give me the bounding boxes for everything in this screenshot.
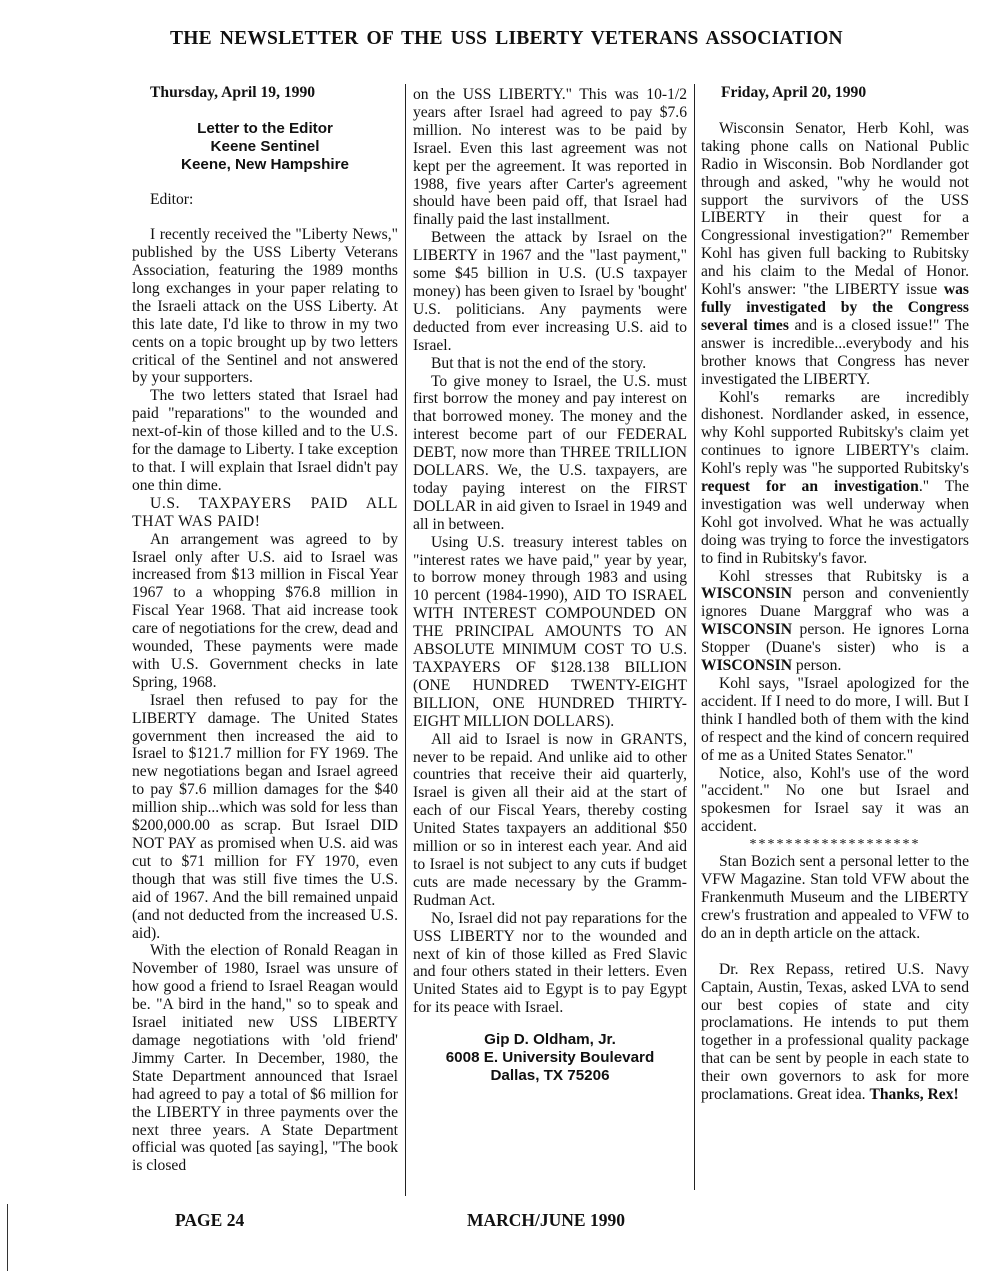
article-date: Friday, April 20, 1990 [721,84,867,101]
spacer [701,943,969,961]
signature-block [413,1031,687,1084]
paragraph: All aid to Israel is now in GRANTS, never to be repaid. And unlike aid to other countries that receive their aid quarterly, Israel is given all their aid at the start of each of our Fiscal Years, thereby costing United States taxpayers an additional $50 million or so in interest each year. And aid to Israel is not subject to any cuts if budget cuts are made necessary by the Gramm-Rudman Act. [413,730,687,909]
signature-address: 6008 E. University Boulevard [445,1048,655,1066]
paragraph: Stan Bozich sent a personal letter to the VFW Magazine. Stan told VFW about the Frankenmuth Museum and the LIBERTY crew's frustration and appealed to VFW to do an in depth article on the attack. [701,853,969,942]
paragraph [701,568,969,675]
text-run: Kohl's remarks are incredibly dishonest. Nordlander asked, in essence, why Kohl supported Rubitsky's claim yet continues to ignore LIBERTY's claim. Kohl's reply was "he supported Rubitsky's [701,388,969,478]
paragraph: on the USS LIBERTY." This was 10-1/2 years after Israel had agreed to pay $7.6 million. No interest was to be paid by Israel. Even this last agreement was not kept per the agreement. It was reported in 1988, five years after Carter's agreement should have been paid off, that Israel had finally paid the last installment. [413,86,687,229]
bold-text: request for an investigation [701,478,919,496]
paragraph: With the election of Ronald Reagan in November of 1980, Israel was unsure of how good a friend to Israel Reagan would be. "A bird in the hand," so to speak and Israel initiated new USS LIBERTY damage negotiations with 'old friend' Jimmy Carter. In December, 1980, the State Department announced that Israel had agreed to pay a total of $6 million for the LIBERTY in three payments over the next three years. A State Department official was quoted [as saying], "The book is closed [132,942,398,1175]
issue-date: MARCH/JUNE 1990 [467,1210,625,1230]
paragraph: Notice, also, Kohl's use of the word "accident." No one but Israel and spokesmen for Israel say it was an accident. [701,764,969,836]
paragraph: Israel then refused to pay for the LIBERTY damage. The United States government then increased the aid to Israel to $121.7 million for FY 1969. The new negotiations began and Israel agreed to pay $7.6 million damages for the $40 million ship...which was sold for less than $200,000.00 as scrap. But Israel DID NOT PAY as promised when U.S. aid was cut to $71 million for FY 1970, even though that was still five times the U.S. aid of 1967. And the bill remained unpaid (and not deducted from the increased U.S. aid). [132,691,398,942]
letter-heading-line: Letter to the Editor [197,119,333,137]
paragraph: To give money to Israel, the U.S. must first borrow the money and pay interest on that borrowed money. The money and the interest become part of our FEDERAL DEBT, now more than THREE TRILLION DOLLARS. We, the U.S. taxpayers, are today paying interest on the FIRST DOLLAR in aid given to Israel in 1949 and all in between. [413,372,687,533]
salutation: Editor: [150,191,194,209]
paragraph [701,961,969,1104]
text-run: Dr. Rex Repass, retired U.S. Navy Captain, Austin, Texas, asked LVA to send our best copies of state and city proclamations. He intends to put them together in a professional quality package that can be sent by people in each state to their own governors to ask for more proclamations. Great idea. [701,960,969,1104]
page-number: PAGE 24 [175,1210,245,1230]
paragraph: I recently received the "Liberty News," published by the USS Liberty Veterans Association, featuring the 1989 months long exchanges in your paper relating to the Israeli attack on the USS Liberty. At this late date, I'd like to throw in my two cents on a topic brought up by two letters critical of the Sentinel and not answered by your supporters. [132,226,398,387]
article-date: Thursday, April 19, 1990 [150,84,316,101]
scan-edge-mark [7,1204,8,1271]
column-divider [405,84,406,1196]
text-run: and is a closed issue!" The answer is incredible...everybody and his brother knows that Congress has never investigated the LIBERTY. [701,316,969,388]
paragraph: But that is not the end of the story. [431,354,647,372]
text-run: ." The investigation was well underway when Kohl got involved. What he was actually doing was trying to force the investigators to find in Rubitsky's favor. [701,478,970,567]
paragraph: Using U.S. treasury interest tables on "interest rates we have paid," year by year, to borrow money through 1983 and using 10 percent (1984-1990), AID TO ISRAEL WITH INTEREST COMPOUNDED ON THE PRINCIPAL AMOUNTS TO AN ABSOLUTE MINIMUM COST TO U.S. TAXPAYERS OF $128.138 BILLION (ONE HUNDRED TWENTY-EIGHT BILLION, ONE HUNDRED THIRTY-EIGHT MILLION DOLLARS). [413,533,687,730]
section-separator: ******************* [749,837,921,853]
paragraph [701,120,969,389]
text-run: person and conveniently ignores Duane Marggraf who was a [701,585,969,621]
paragraph: The two letters stated that Israel had paid "reparations" to the wounded and next-of-kin of those killed and to the U.S. for the damage to Liberty. I take exception to that. I will explain that Israel didn't pay one thin dime. [132,387,398,494]
letter-heading-line: Keene, New Hampshire [181,155,349,173]
bold-text: WISCONSIN [701,585,792,603]
column-1 [132,84,398,1175]
text-run: Kohl stresses that Rubitsky is a [719,567,969,585]
signature-name: Gip D. Oldham, Jr. [484,1031,616,1049]
paragraph: U.S. TAXPAYERS PAID ALL THAT WAS PAID! [132,494,398,530]
bold-text: WISCONSIN [701,621,792,639]
letter-heading-line: Keene Sentinel [210,137,320,155]
paragraph [701,389,969,568]
column-2 [413,86,687,1085]
newsletter-title: THE NEWSLETTER OF THE USS LIBERTY VETERANS ASSOCIATION [170,28,843,49]
text-run: person. He ignores Lorna Stopper (Duane's sister) who is a [701,621,969,657]
column-3 [701,84,969,1104]
bold-text: was fully investigated by the Congress several times [701,281,969,334]
paragraph: An arrangement was agreed to by Israel only after U.S. aid to Israel was increased from $13 million in Fiscal Year 1967 to a whopping $76.8 million in Fiscal Year 1968. That aid increase took care of negotiations for the crew, dead and wounded, These payments were made with U.S. Government checks in late Spring, 1968. [132,530,398,691]
signature-city: Dallas, TX 75206 [490,1066,610,1084]
column-divider [694,84,695,1190]
text-run: Wisconsin Senator, Herb Kohl, was taking phone calls on National Public Radio in Wisconsin. Bob Nordlander got through and asked, "why he would not support the survivors of the USS LIBERTY in their quest for a Congressional investigation?" Remember Kohl has given full backing to Rubitsky and his claim to the Medal of Honor. Kohl's answer: "the LIBERTY issue [701,119,969,299]
text-run: person. [792,657,842,675]
paragraph: Between the attack by Israel on the LIBERTY in 1967 and the "last payment," some $45 billion in U.S. (U.S taxpayer money) has been given to Israel by 'bought' U.S. politicians. Any payments were deducted from ever increasing U.S. aid to Israel. [413,229,687,354]
paragraph: Kohl says, "Israel apologized for the accident. If I need to do more, I will. But I think I handled both of them with the kind of respect and the kind of concern required of me as a United States Senator." [701,675,970,764]
letter-heading [132,120,398,173]
spacer [701,102,969,120]
paragraph: No, Israel did not pay reparations for the USS LIBERTY nor to the wounded and next of kin of those killed as Fred Slavic and four others stated in their letters. Even United States aid to Egypt is to pay Egypt for its peace with Israel. [413,909,687,1017]
bold-text: Thanks, Rex! [869,1086,959,1104]
bold-text: WISCONSIN [701,657,792,675]
